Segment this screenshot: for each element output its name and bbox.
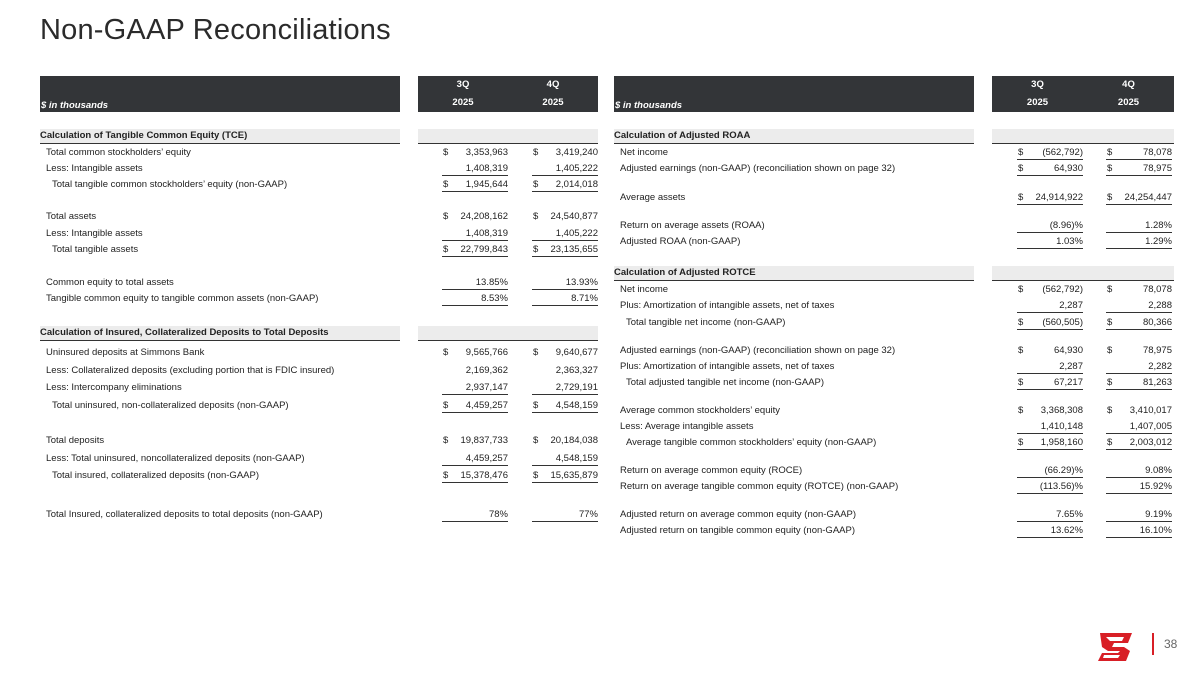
- col-3q-year: 2025: [452, 97, 474, 108]
- table-row: Adjusted ROAA (non-GAAP) 1.03% 1.29%: [620, 236, 1172, 247]
- section-title: Calculation of Adjusted ROAA: [614, 129, 1174, 143]
- table-row: Adjusted return on average common equity (non-GAAP) 7.65% 9.19%: [620, 509, 1172, 520]
- table-row: Return on average assets (ROAA) (8.96)% 1.28%: [620, 220, 1172, 231]
- table-row: Total common stockholders’ equity $ 3,353,963 $ 3,419,240: [46, 147, 598, 158]
- table-row: Tangible common equity to tangible common assets (non-GAAP) 8.53% 8.71%: [46, 293, 598, 304]
- table-row: Total tangible assets $ 22,799,843 $ 23,135,655: [52, 244, 598, 255]
- units-label: $ in thousands: [615, 100, 683, 111]
- table-row: Total insured, collateralized deposits (non-GAAP) $ 15,378,476 $ 15,635,879: [52, 470, 598, 481]
- table-row: Less: Total uninsured, noncollateralized deposits (non-GAAP) 4,459,257 4,548,159: [46, 453, 598, 464]
- table-row: Adjusted return on tangible common equity (non-GAAP) 13.62% 16.10%: [620, 525, 1172, 536]
- table-header: [614, 76, 974, 112]
- table-row: Total Insured, collateralized deposits to total deposits (non-GAAP) 78% 77%: [46, 509, 598, 520]
- table-row: Return on average common equity (ROCE) (66.29)% 9.08%: [620, 465, 1172, 476]
- col-3q-quarter: 3Q: [456, 79, 470, 90]
- table-row: Less: Intangible assets 1,408,319 1,405,222: [46, 228, 598, 239]
- table-row: Total adjusted tangible net income (non-GAAP) $ 67,217 $ 81,263: [626, 377, 1172, 388]
- table-row: Less: Collateralized deposits (excluding portion that is FDIC insured) 2,169,362 2,363,327: [46, 365, 598, 376]
- table-row: Total uninsured, non-collateralized deposits (non-GAAP) $ 4,459,257 $ 4,548,159: [52, 400, 598, 411]
- simmons-bank-logo-icon: [1094, 629, 1136, 665]
- col-3q-quarter: 3Q: [1031, 79, 1044, 90]
- table-header-columns: [418, 76, 598, 112]
- table-row: Uninsured deposits at Simmons Bank $ 9,565,766 $ 9,640,677: [46, 347, 598, 358]
- table-header: [40, 76, 400, 112]
- roaa-rotce-reconciliation-table: [614, 76, 1174, 546]
- table-row: Total tangible net income (non-GAAP) $ (560,505) $ 80,366: [626, 317, 1172, 328]
- table-row: Adjusted earnings (non-GAAP) (reconciliation shown on page 32) $ 64,930 $ 78,975: [620, 345, 1172, 356]
- section-title: Calculation of Adjusted ROTCE: [614, 266, 1174, 280]
- table-row: Total deposits $ 19,837,733 $ 20,184,038: [46, 435, 598, 446]
- table-row: Less: Average intangible assets 1,410,148 1,407,005: [620, 421, 1172, 432]
- page-number: 38: [1164, 637, 1178, 651]
- table-row: Total assets $ 24,208,162 $ 24,540,877: [46, 211, 598, 222]
- section-title: Calculation of Insured, Collateralized Deposits to Total Deposits: [40, 326, 600, 340]
- col-4q-year: 2025: [542, 97, 564, 108]
- table-row: Average tangible common stockholders’ equity (non-GAAP) $ 1,958,160 $ 2,003,012: [626, 437, 1172, 448]
- table-row: Average assets $ 24,914,922 $ 24,254,447: [620, 192, 1172, 203]
- table-row: Plus: Amortization of intangible assets, net of taxes 2,287 2,288: [620, 300, 1172, 311]
- table-row: Average common stockholders’ equity $ 3,368,308 $ 3,410,017: [620, 405, 1172, 416]
- units-label: $ in thousands: [41, 100, 109, 111]
- table-row: Less: Intercompany eliminations 2,937,147 2,729,191: [46, 382, 598, 393]
- table-row: Net income $ (562,792) $ 78,078: [620, 147, 1172, 158]
- table-row: Return on average tangible common equity (ROTCE) (non-GAAP) (113.56)% 15.92%: [620, 481, 1172, 492]
- table-row: Common equity to total assets 13.85% 13.93%: [46, 277, 598, 288]
- col-3q-year: 2025: [1026, 97, 1049, 108]
- table-row: Less: Intangible assets 1,408,319 1,405,222: [46, 163, 598, 174]
- table-header-columns: [992, 76, 1174, 112]
- table-row: Plus: Amortization of intangible assets, net of taxes 2,287 2,282: [620, 361, 1172, 372]
- col-4q-quarter: 4Q: [1122, 79, 1135, 90]
- col-4q-year: 2025: [1117, 97, 1140, 108]
- table-row: Adjusted earnings (non-GAAP) (reconciliation shown on page 32) $ 64,930 $ 78,975: [620, 163, 1172, 174]
- col-4q-quarter: 4Q: [546, 79, 560, 90]
- page-title: Non-GAAP Reconciliations: [40, 14, 391, 46]
- table-row: Net income $ (562,792) $ 78,078: [620, 284, 1172, 295]
- section-title: Calculation of Tangible Common Equity (TCE): [40, 129, 600, 143]
- table-row: Total tangible common stockholders’ equity (non-GAAP) $ 1,945,644 $ 2,014,018: [52, 179, 598, 190]
- tce-reconciliation-table: [40, 76, 600, 536]
- footer-divider: [1152, 633, 1154, 655]
